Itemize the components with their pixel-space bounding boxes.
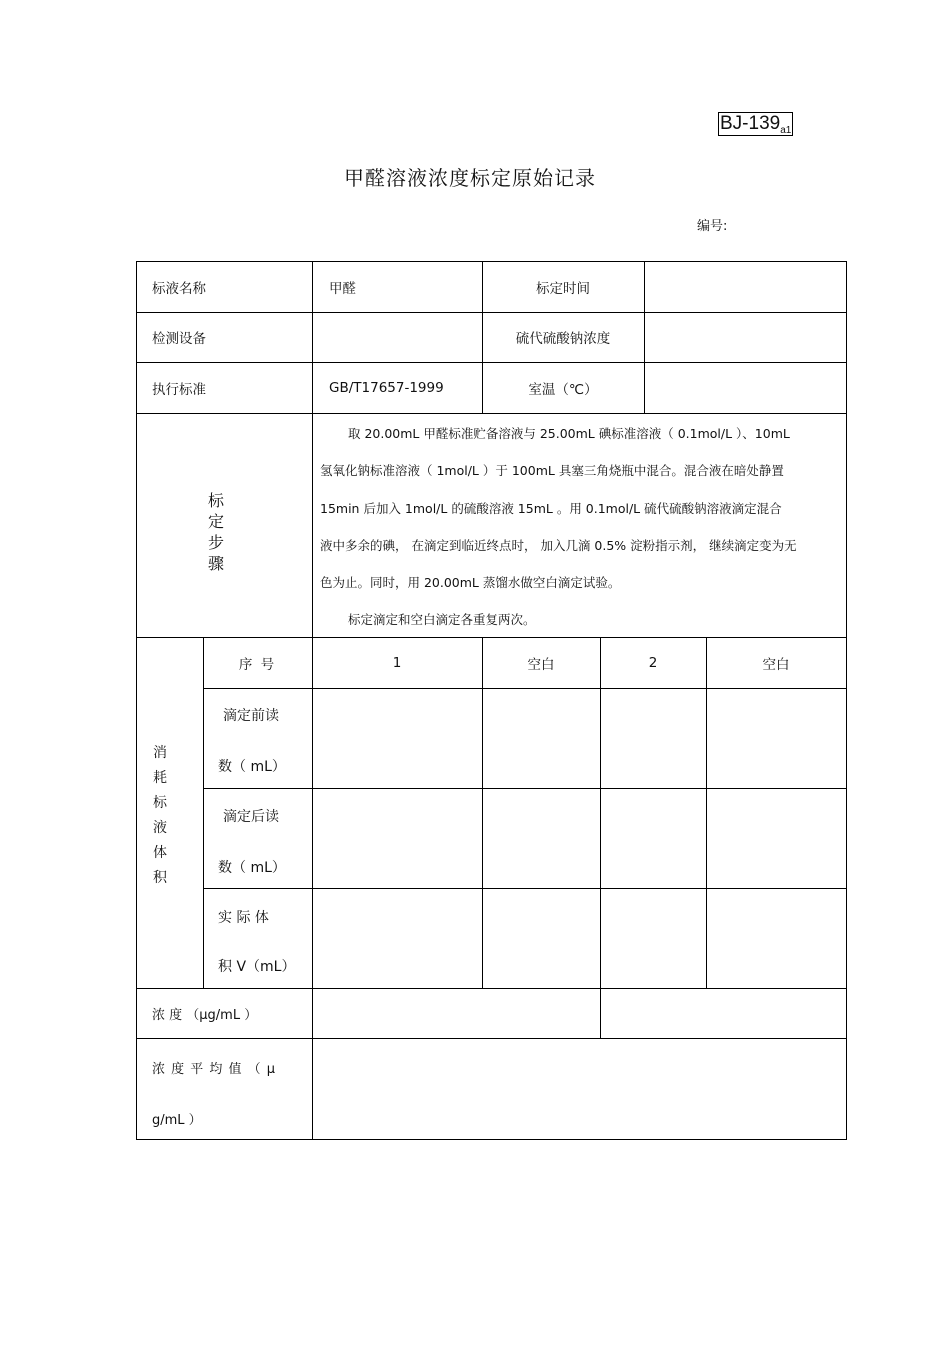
reading-before-cell[interactable]: [706, 688, 846, 788]
consumption-label-char: 体: [153, 845, 167, 861]
form-code-suffix: a1: [780, 125, 792, 136]
average-label-line2: g/mL ）: [152, 1113, 202, 1128]
reading-after-label-line1: 滴定后读: [223, 809, 279, 825]
procedure-line: 取 20.00mL 甲醛标准贮备溶液与 25.00mL 碘标准溶液（ 0.1mol/L ）、10mL: [348, 426, 790, 441]
actual-volume-cell[interactable]: [706, 888, 846, 988]
standard-name-value: 甲醛: [329, 280, 356, 297]
reading-after-label-line2: 数（ mL）: [218, 860, 286, 876]
actual-volume-label-line1: 实 际 体: [218, 910, 269, 926]
standard-name-label: 标液名称: [152, 280, 206, 297]
form-code-box: [718, 112, 793, 136]
reading-before-cell[interactable]: [600, 688, 706, 788]
calibration-time-label: 标定时间: [536, 280, 590, 297]
procedure-line: 色为止。同时，用 20.00mL 蒸馏水做空白滴定试验。: [320, 575, 621, 590]
consumption-label-char: 标: [153, 795, 167, 811]
column-header-blank-2: 空白: [762, 656, 790, 673]
actual-volume-cell[interactable]: [482, 888, 600, 988]
column-header-1: 1: [392, 654, 402, 671]
procedure-line: 标定滴定和空白滴定各重复两次。: [348, 612, 536, 627]
procedure-line: 液中多余的碘， 在滴定到临近终点时， 加入几滴 0.5% 淀粉指示剂， 继续滴定变为无: [320, 538, 797, 553]
procedure-label-char: 标: [207, 491, 224, 510]
column-header-blank-1: 空白: [527, 656, 555, 673]
procedure-label-char: 定: [207, 512, 224, 531]
thiosulfate-concentration-value[interactable]: [644, 312, 846, 362]
reading-after-cell[interactable]: [482, 788, 600, 888]
concentration-value-2[interactable]: [600, 988, 846, 1038]
consumption-label-char: 耗: [153, 770, 167, 786]
equipment-value[interactable]: [312, 312, 482, 362]
concentration-label: 浓 度 （μg/mL ）: [152, 1007, 258, 1023]
room-temperature-value[interactable]: [644, 362, 846, 413]
serial-number-label: 编号:: [697, 219, 728, 234]
reading-before-cell[interactable]: [482, 688, 600, 788]
actual-volume-label-line2: 积 V（mL）: [218, 959, 296, 975]
standard-label: 执行标准: [152, 381, 206, 398]
reading-after-cell[interactable]: [600, 788, 706, 888]
form-code: BJ-139: [720, 113, 781, 134]
average-value[interactable]: [312, 1038, 846, 1139]
consumption-label-char: 积: [153, 870, 167, 886]
page-title: 甲醛溶液浓度标定原始记录: [344, 166, 596, 190]
actual-volume-cell[interactable]: [312, 888, 482, 988]
reading-before-label-line1: 滴定前读: [223, 708, 279, 724]
equipment-label: 检测设备: [152, 331, 206, 347]
procedure-label-char: 步: [207, 533, 224, 552]
column-header-2: 2: [648, 654, 658, 671]
reading-before-cell[interactable]: [312, 688, 482, 788]
reading-after-cell[interactable]: [706, 788, 846, 888]
procedure-line: 氢氧化钠标准溶液（ 1mol/L ）于 100mL 具塞三角烧瓶中混合。混合液在暗处静置: [320, 463, 784, 478]
actual-volume-cell[interactable]: [600, 888, 706, 988]
record-table: [136, 261, 847, 1140]
procedure-line: 15min 后加入 1mol/L 的硫酸溶液 15mL 。用 0.1mol/L 硫代硫酸钠溶液滴定混合: [320, 501, 782, 516]
concentration-value-1[interactable]: [312, 988, 600, 1038]
thiosulfate-concentration-label: 硫代硫酸钠浓度: [515, 331, 611, 347]
consumption-label-char: 液: [153, 820, 167, 836]
procedure-label-char: 骤: [207, 554, 224, 573]
reading-after-cell[interactable]: [312, 788, 482, 888]
average-label-line1: 浓 度 平 均 值 （ μ: [152, 1062, 277, 1077]
room-temperature-label: 室温（℃）: [528, 381, 598, 398]
standard-value: GB/T17657-1999: [329, 379, 444, 396]
reading-before-label-line2: 数（ mL）: [218, 759, 286, 775]
sequence-header: 序 号: [238, 656, 277, 673]
calibration-time-value[interactable]: [644, 261, 846, 312]
consumption-label-char: 消: [153, 745, 167, 761]
